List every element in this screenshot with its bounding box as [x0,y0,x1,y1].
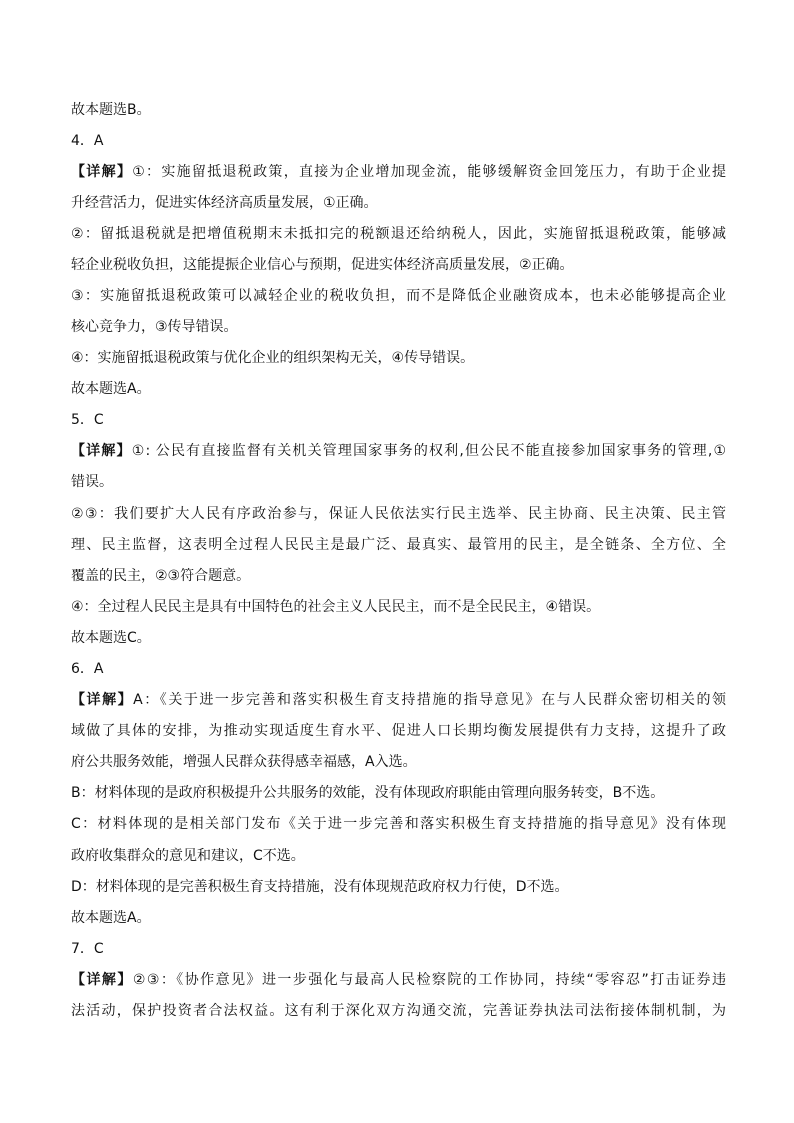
detail-tag: 【详解】 [71,164,133,180]
answer-number-q7: 7．C [71,941,104,957]
explanation-q5-line-1 [71,441,726,461]
explanation-q7-line-1 [71,970,726,990]
explanation-q5-line-3: ②③：我们要扩大人民有序政治参与，保证人民依法实行民主选举、民主协商、民主决策、民主管 [71,506,726,522]
explanation-q6-line-6: 政府收集群众的意见和建议，C不选。 [71,848,305,864]
explanation-q6-line-5: C：材料体现的是相关部门发布《关于进一步完善和落实积极生育支持措施的指导意见》没有体现 [71,816,726,832]
explanation-q7-line-2: 法活动，保护投资者合法权益。这有利于深化双方沟通交流，完善证券执法司法衔接体制机制，为 [71,1003,726,1019]
explanation-text: ②③：《协作意见》进一步强化与最高人民检察院的工作协同，持续“零容忍”打击证券违 [132,972,726,988]
answer-conclusion-q5: 故本题选C。 [71,630,151,646]
explanation-text: A：《关于进一步完善和落实积极生育支持措施的指导意见》在与人民群众密切相关的领 [133,692,726,708]
answer-number-q4: 4．A [71,133,104,149]
explanation-text: ①: 公民有直接监督有关机关管理国家事务的权利,但公民不能直接参加国家事务的管理,① [131,443,726,459]
explanation-q5-line-6: ④：全过程人民民主是具有中国特色的社会主义人民民主，而不是全民民主，④错误。 [71,599,601,615]
explanation-q4-line-7: ④：实施留抵退税政策与优化企业的组织架构无关，④传导错误。 [71,350,475,366]
explanation-q4-line-2: 升经营活力，促进实体经济高质量发展，①正确。 [71,195,378,211]
answer-conclusion-q3: 故本题选B。 [71,102,151,118]
detail-tag: 【详解】 [71,692,134,708]
detail-tag: 【详解】 [71,972,133,988]
explanation-q4-line-6: 核心竞争力，③传导错误。 [71,319,238,335]
explanation-q6-line-7: D：材料体现的是完善积极生育支持措施，没有体现规范政府权力行使，D不选。 [71,879,569,895]
explanation-text: ①：实施留抵退税政策，直接为企业增加现金流，能够缓解资金回笼压力，有助于企业提 [132,164,726,180]
explanation-q5-line-4: 理、民主监督，这表明全过程人民民主是最广泛、最真实、最管用的民主，是全链条、全方位、全 [71,537,726,553]
answer-conclusion-q6: 故本题选A。 [71,910,151,926]
explanation-q4-line-4: 轻企业税收负担，这能提振企业信心与预期，促进实体经济高质量发展，②正确。 [71,257,574,273]
explanation-q6-line-1 [71,690,726,710]
explanation-q4-line-1 [71,162,726,182]
answer-conclusion-q4: 故本题选A。 [71,381,151,397]
explanation-q6-line-4: B：材料体现的是政府积极提升公共服务的效能，没有体现政府职能由管理向服务转变，B不选。 [71,785,665,801]
explanation-q4-line-5: ③：实施留抵退税政策可以减轻企业的税收负担，而不是降低企业融资成本，也未必能够提高企业 [71,288,726,304]
detail-tag: 【详解】 [71,443,132,459]
explanation-q5-line-2: 错误。 [71,474,113,490]
answer-number-q5: 5．C [71,412,104,428]
explanation-q5-line-5: 覆盖的民主，②③符合题意。 [71,568,251,584]
explanation-q6-line-2: 域做了具体的安排，为推动实现适度生育水平、促进人口长期均衡发展提供有力支持，这提升了政 [71,723,726,739]
explanation-q6-line-3: 府公共服务效能，增强人民群众获得感幸福感，A入选。 [71,754,417,770]
explanation-q4-line-3: ②：留抵退税就是把增值税期末未抵扣完的税额退还给纳税人，因此，实施留抵退税政策，能够减 [71,226,726,242]
answer-number-q6: 6．A [71,661,104,677]
